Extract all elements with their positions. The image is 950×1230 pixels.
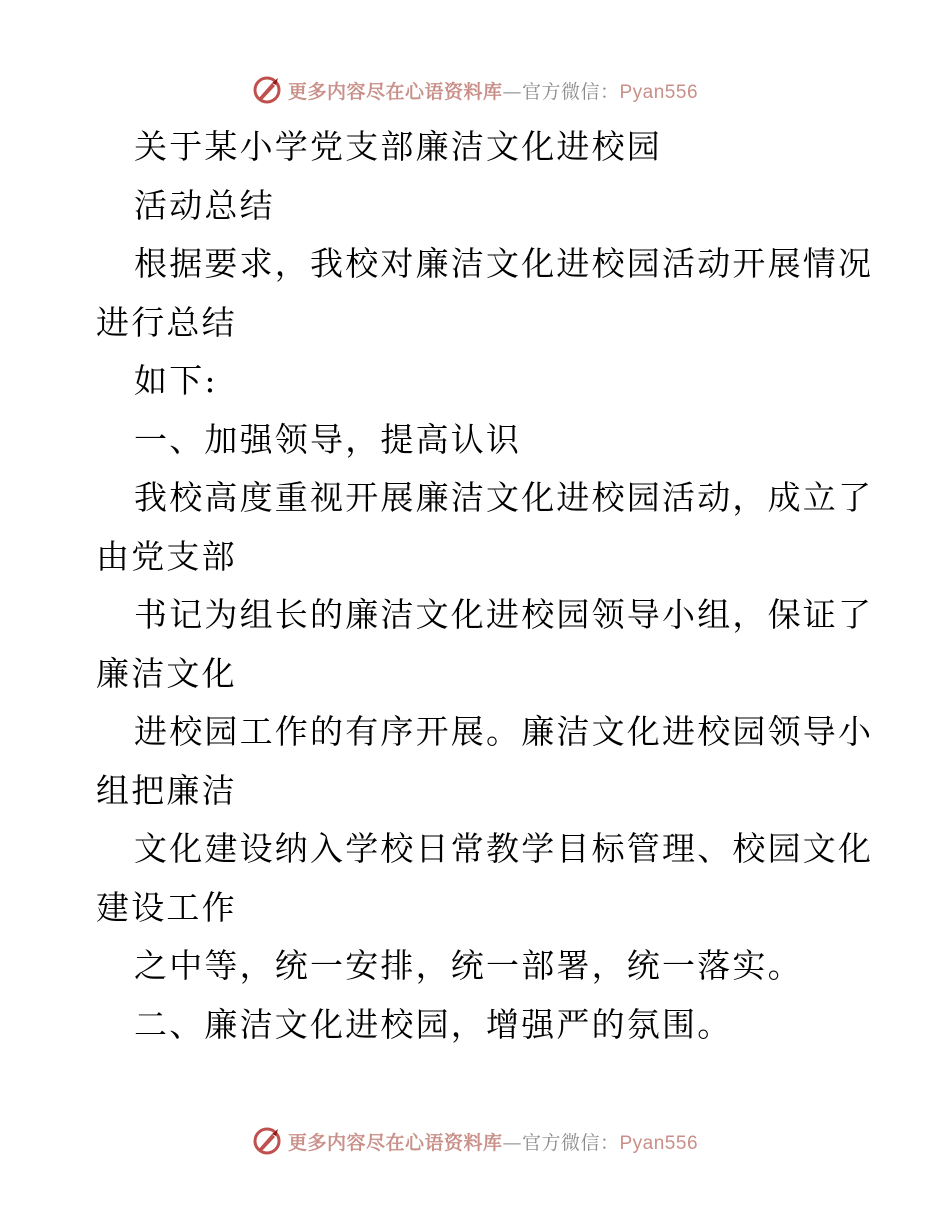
text-line: 之中等，统一安排，统一部署，统一落实。 [134, 946, 803, 985]
text-line: 如下: [134, 361, 218, 400]
quill-circle-icon [252, 1126, 282, 1156]
text-line: 二、廉洁文化进校园，增强严的氛围。 [134, 1004, 733, 1044]
text-line: 进校园工作的有序开展。廉洁文化进校园领导小 [134, 712, 874, 751]
text-line: 一、加强领导，提高认识 [134, 419, 522, 459]
text-line: 文化建设纳入学校日常教学目标管理、校园文化 [134, 829, 874, 868]
text-line: 建设工作 [96, 887, 237, 927]
header-watermark [0, 70, 950, 110]
text-line: 根据要求，我校对廉洁文化进校园活动开展情况 [134, 244, 874, 283]
watermark-text: 更多内容尽在心语资料库—官方微信：Pyan556 [287, 80, 699, 103]
text-line: 关于某小学党支部廉洁文化进校园 [134, 127, 662, 166]
text-line: 进行总结 [96, 302, 237, 342]
text-line: 我校高度重视开展廉洁文化进校园活动，成立了 [134, 478, 874, 517]
text-line: 书记为组长的廉洁文化进校园领导小组，保证了 [134, 595, 874, 634]
text-line: 组把廉洁 [96, 770, 237, 810]
footer-watermark [0, 1121, 950, 1161]
quill-circle-icon [252, 75, 282, 105]
watermark-text: 更多内容尽在心语资料库—官方微信：Pyan556 [287, 1131, 699, 1154]
text-line: 由党支部 [96, 536, 237, 576]
text-line: 活动总结 [134, 185, 275, 225]
text-line: 廉洁文化 [96, 653, 237, 693]
document-body [96, 118, 874, 1054]
